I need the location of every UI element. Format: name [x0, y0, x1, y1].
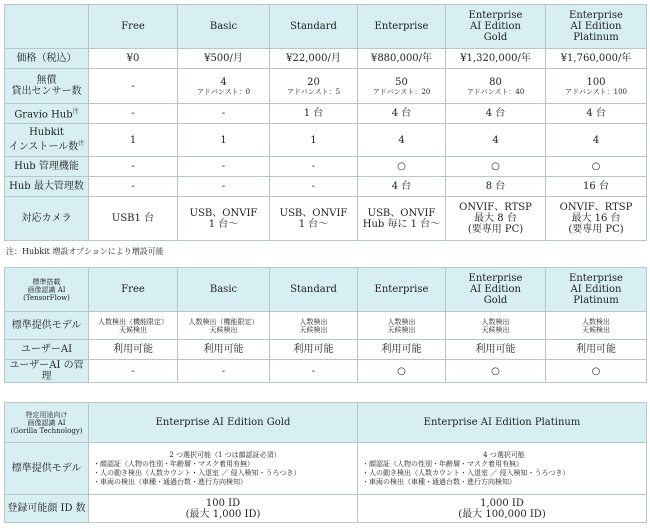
col-standard: Standard — [270, 5, 358, 49]
circle-mark-icon: ○ — [591, 365, 601, 377]
row-user-ai-management — [5, 360, 647, 383]
cell: ¥500/月 — [178, 49, 270, 69]
cell: 利用可能 — [270, 340, 358, 360]
cell: 4 台 — [358, 104, 446, 124]
cell: USB、ONVIF Hub 毎に 1 台〜 — [358, 197, 446, 241]
cell: - — [270, 177, 358, 197]
row-sensor-count — [5, 69, 647, 104]
col-enterprise-ai-platinum: Enterprise AI Edition Platinum — [546, 5, 647, 49]
col-enterprise: Enterprise — [358, 268, 446, 312]
cell: - — [270, 157, 358, 177]
col-enterprise-ai-platinum: Enterprise AI Edition Platinum — [546, 268, 647, 312]
cell: - — [89, 69, 178, 104]
cell: 80 アドバンスト：40 — [446, 69, 546, 104]
cell: 利用可能 — [178, 340, 270, 360]
corner-cell: 特定用途向け 画像認識 AI (Gorilla Technology) — [5, 403, 89, 443]
corner-cell — [5, 5, 89, 49]
cell: 4 — [446, 124, 546, 157]
circle-mark-icon: ○ — [591, 161, 601, 172]
row-label: 標準提供モデル — [5, 443, 89, 495]
row-gravio-hub — [5, 104, 647, 124]
row-camera — [5, 197, 647, 241]
cell: 100 アドバンスト：100 — [546, 69, 647, 104]
row-standard-model — [5, 443, 647, 495]
row-face-id-count — [5, 495, 647, 523]
col-free: Free — [89, 5, 178, 49]
col-standard: Standard — [270, 268, 358, 312]
cell: 20 アドバンスト：5 — [270, 69, 358, 104]
row-label: 登録可能顔 ID 数 — [5, 495, 89, 523]
row-label: 価格（税込） — [5, 49, 89, 69]
row-label: Hub 管理機能 — [5, 157, 89, 177]
cell: 4 台 — [546, 104, 647, 124]
row-hubkit — [5, 124, 647, 157]
col-basic: Basic — [178, 268, 270, 312]
col-enterprise-ai-gold: Enterprise AI Edition Gold — [89, 403, 358, 443]
row-hub-max — [5, 177, 647, 197]
cell: ¥1,760,000/年 — [546, 49, 647, 69]
row-label: 無償 貸出センサー数 — [5, 69, 89, 104]
circle-mark-icon: ○ — [491, 365, 500, 377]
row-user-ai — [5, 340, 647, 360]
cell: 4 — [546, 124, 647, 157]
cell: 1 — [89, 124, 178, 157]
cell: - — [270, 360, 358, 383]
col-enterprise: Enterprise — [358, 5, 446, 49]
cell: USB、ONVIF 1 台〜 — [178, 197, 270, 241]
row-label: ユーザーAI — [5, 340, 89, 360]
cell: 利用可能 — [546, 340, 647, 360]
row-standard-model — [5, 312, 647, 340]
cell: 16 台 — [546, 177, 647, 197]
gorilla-header-row — [5, 403, 647, 443]
circle-mark-icon: ○ — [397, 365, 406, 377]
ai-header-row — [5, 268, 647, 312]
cell: 4 台 — [446, 104, 546, 124]
cell: - — [89, 177, 178, 197]
cell: 人数検出 天候検出 — [546, 312, 647, 340]
cell — [446, 360, 546, 383]
cell: - — [178, 177, 270, 197]
col-enterprise-ai-gold: Enterprise AI Edition Gold — [446, 5, 546, 49]
cell: ONVIF、RTSP 最大 8 台 (要専用 PC) — [446, 197, 546, 241]
cell: - — [89, 104, 178, 124]
ai-table — [4, 267, 647, 383]
cell — [546, 157, 647, 177]
circle-mark-icon: ○ — [397, 161, 406, 172]
col-enterprise-ai-gold: Enterprise AI Edition Gold — [446, 268, 546, 312]
gorilla-ai-table — [4, 402, 647, 523]
cell — [358, 360, 446, 383]
row-label: ユーザーAI の管理 — [5, 360, 89, 383]
cell: 1 — [270, 124, 358, 157]
cell: 人数検出 天候検出 — [446, 312, 546, 340]
cell: 人数検出 天候検出 — [358, 312, 446, 340]
footnote: 注：Hubkit 増設オプションにより増設可能 — [6, 247, 164, 256]
corner-cell: 標準搭載 画像認識 AI (TensorFlow) — [5, 268, 89, 312]
cell: ¥880,000/年 — [358, 49, 446, 69]
cell: 利用可能 — [446, 340, 546, 360]
cell: 人数検出（機能限定） 天候検出 — [178, 312, 270, 340]
row-label: Gravio Hub$^注$ — [5, 104, 89, 124]
cell: - — [178, 104, 270, 124]
cell: 4 つ選択可能 ・顔認証（人物の性別・年齢層・マスク着用有無） ・人の動き検出（人数カウント・入退室 ／ 侵入検知・うろつき） ・車両の検出（車種・通過台数・進行方向検知） — [358, 443, 647, 495]
row-label: 標準提供モデル — [5, 312, 89, 340]
row-label: Hub 最大管理数 — [5, 177, 89, 197]
cell — [358, 157, 446, 177]
cell: ONVIF、RTSP 最大 16 台 (要専用 PC) — [546, 197, 647, 241]
cell: ¥22,000/月 — [270, 49, 358, 69]
row-price — [5, 49, 647, 69]
cell: 1 — [178, 124, 270, 157]
cell: - — [89, 360, 178, 383]
cell: - — [178, 360, 270, 383]
row-hub-management — [5, 157, 647, 177]
cell: 利用可能 — [89, 340, 178, 360]
cell: 50 アドバンスト：20 — [358, 69, 446, 104]
cell: - — [178, 157, 270, 177]
cell: USB、ONVIF 1 台〜 — [270, 197, 358, 241]
cell: 4 アドバンスト：0 — [178, 69, 270, 104]
col-free: Free — [89, 268, 178, 312]
cell: 人数検出（機能限定） 天候検出 — [89, 312, 178, 340]
row-label: Hubkit インストール数$^注$ — [5, 124, 89, 157]
cell: 8 台 — [446, 177, 546, 197]
cell: 1 台 — [270, 104, 358, 124]
pricing-table — [4, 4, 647, 241]
cell: 1,000 ID (最大 100,000 ID) — [358, 495, 647, 523]
cell: - — [89, 157, 178, 177]
cell: 100 ID (最大 1,000 ID) — [89, 495, 358, 523]
row-label: 対応カメラ — [5, 197, 89, 241]
cell: ¥1,320,000/年 — [446, 49, 546, 69]
col-basic: Basic — [178, 5, 270, 49]
pricing-header-row — [5, 5, 647, 49]
cell: 4 — [358, 124, 446, 157]
col-enterprise-ai-platinum: Enterprise AI Edition Platinum — [358, 403, 647, 443]
cell: 利用可能 — [358, 340, 446, 360]
cell: USB1 台 — [89, 197, 178, 241]
cell — [546, 360, 647, 383]
cell: 4 台 — [358, 177, 446, 197]
cell — [446, 157, 546, 177]
circle-mark-icon: ○ — [491, 161, 500, 172]
cell: 2 つ選択可能（1 つは顔認証必須） ・顔認証（人物の性別・年齢層・マスク着用有無） ・人の動き検出（人数カウント・入退室 ／ 侵入検知・うろつき） ・車両の検出（車種・通過台数・進行方向検知） — [89, 443, 358, 495]
cell: 人数検出 天候検出 — [270, 312, 358, 340]
cell: ¥0 — [89, 49, 178, 69]
